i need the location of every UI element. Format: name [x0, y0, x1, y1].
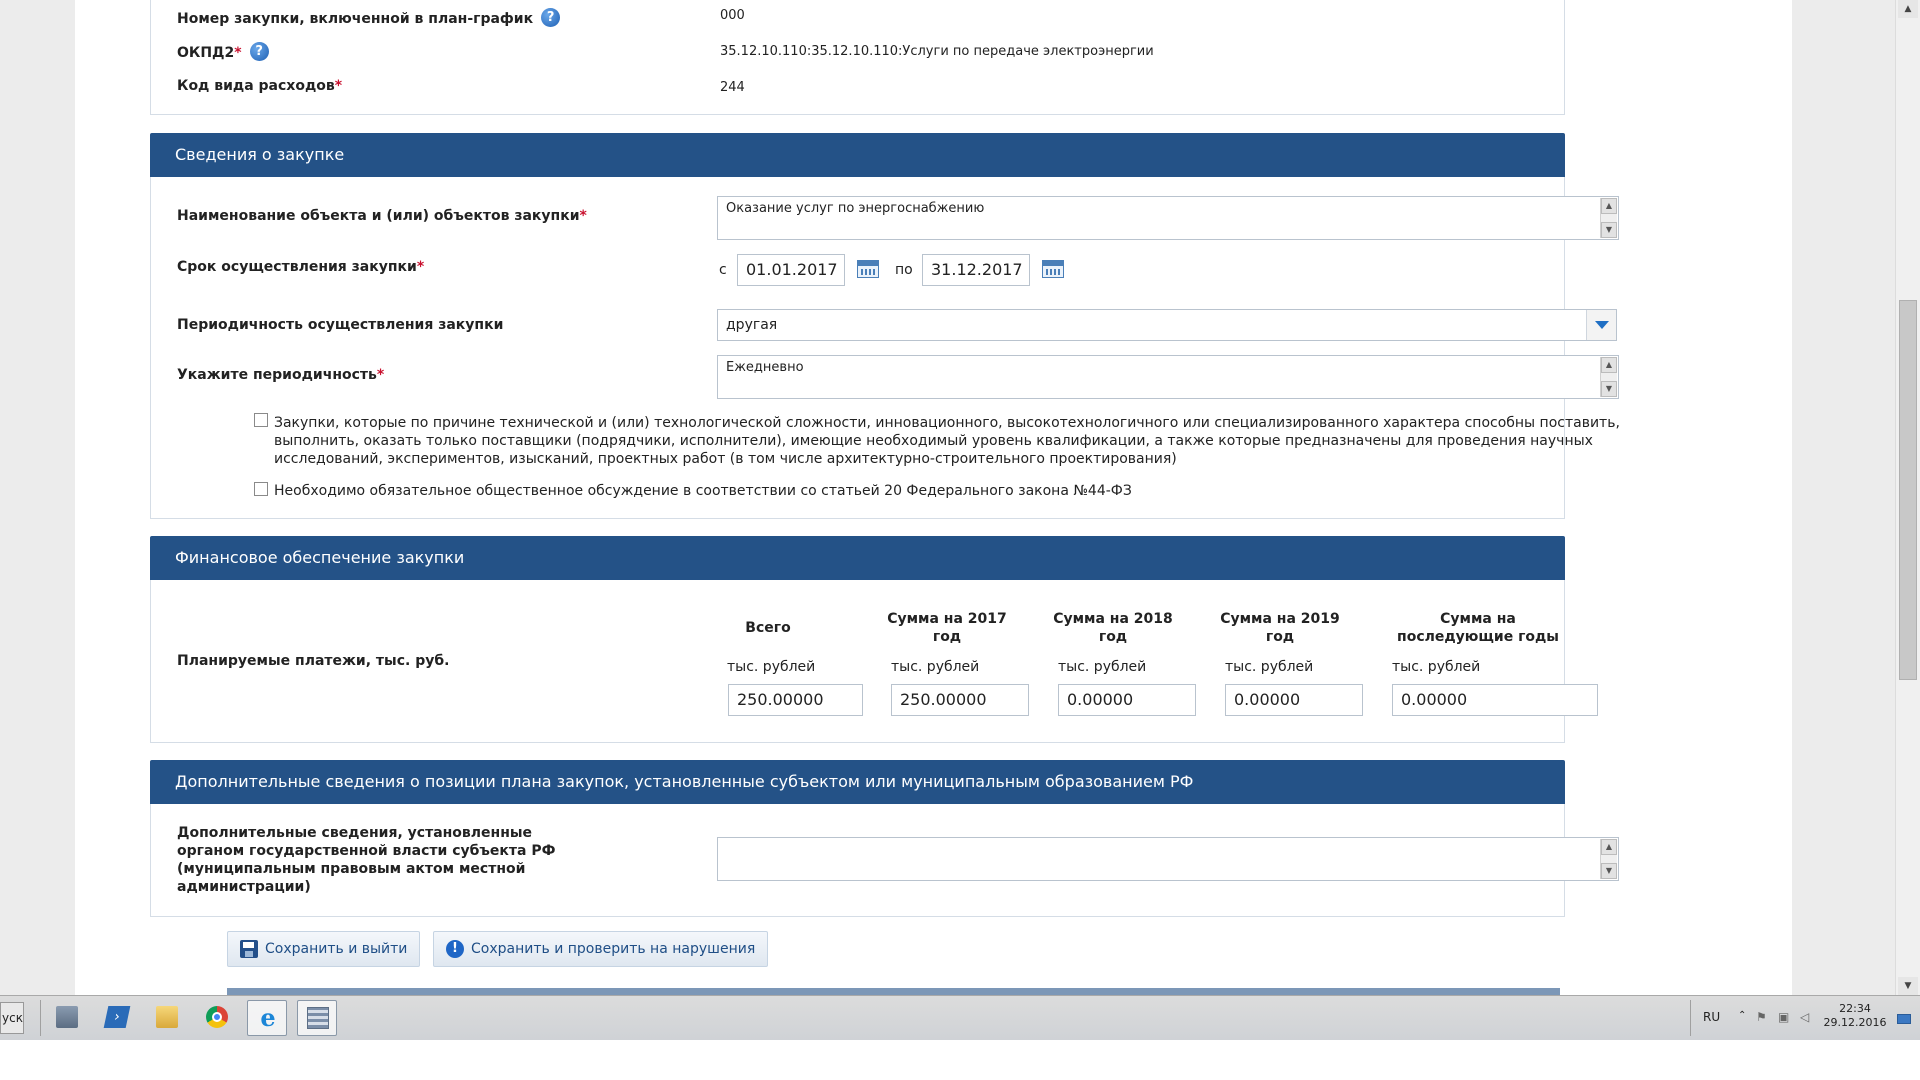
scroll-down-icon[interactable]: ▼ — [1898, 977, 1918, 995]
help-icon[interactable]: ? — [250, 42, 269, 61]
column-header-2018: Сумма на 2018 год — [1053, 611, 1173, 645]
taskbar — [0, 995, 1920, 1040]
save-exit-label: Сохранить и выйти — [265, 941, 408, 957]
ie-glyph: e — [260, 1003, 276, 1032]
internet-explorer-icon[interactable] — [247, 1000, 287, 1036]
public-discussion-text: Необходимо обязательное общественное обсуждение в соответствии со статьей 20 Федерального закона №44-ФЗ — [274, 483, 1132, 499]
unit-label: тыс. рублей — [1058, 659, 1147, 675]
save-exit-button[interactable] — [227, 931, 420, 967]
powershell-icon[interactable] — [97, 1000, 137, 1036]
unit-label: тыс. рублей — [727, 659, 816, 675]
clock-date: 29.12.2016 — [1823, 1016, 1887, 1029]
amount-2018-input[interactable]: 0.00000 — [1058, 684, 1196, 716]
file-explorer-icon[interactable] — [147, 1000, 187, 1036]
volume-icon[interactable]: ◁ — [1800, 1010, 1810, 1024]
complex-purchase-text: Закупки, которые по причине технической и (или) технологической сложности, инновационного, высокотехнологичного или специализированного характера способны поставить, выполнить, оказать только поставщики (подрядчики, исполнители), имеющие необходимый уровень квалификации, а также которые предназначены для проведения научных исследований, экспериментов, изысканий, проектных работ (в том числе архитектурно-строительного проектирования) — [274, 415, 1620, 467]
column-header-total: Всего — [745, 620, 791, 636]
chrome-glyph — [206, 1006, 228, 1028]
save-check-label: Сохранить и проверить на нарушения — [471, 941, 756, 957]
page-gutter-right — [1792, 0, 1895, 995]
save-check-button[interactable] — [433, 931, 768, 967]
plan-number-value: 000 — [720, 8, 745, 23]
specify-periodicity-label: Укажите периодичность* — [177, 367, 385, 383]
object-name-text: Оказание услуг по энергоснабжению — [726, 201, 985, 216]
show-desktop-icon[interactable] — [1897, 1014, 1911, 1024]
start-button[interactable]: уск — [0, 1002, 24, 1034]
okpd2-label: ОКПД2* ? — [177, 42, 269, 61]
scroll-up-icon[interactable]: ▲ — [1601, 357, 1617, 373]
powershell-glyph: › — [104, 1006, 131, 1028]
clock-time: 22:34 — [1839, 1002, 1871, 1015]
expense-code-value: 244 — [720, 80, 745, 95]
amount-2019-input[interactable]: 0.00000 — [1225, 684, 1363, 716]
period-label: Срок осуществления закупки* — [177, 259, 425, 275]
plan-number-label: Номер закупки, включенной в план-график ? — [177, 8, 560, 27]
specify-periodicity-textarea[interactable] — [717, 355, 1619, 399]
purchase-info-header: Сведения о закупке — [150, 133, 1565, 177]
period-to-input[interactable]: 31.12.2017 — [922, 254, 1030, 286]
chevron-down-icon[interactable] — [1586, 310, 1616, 340]
page-gutter-left — [0, 0, 75, 995]
server-manager-icon[interactable] — [47, 1000, 87, 1036]
period-to-prefix: по — [895, 262, 913, 278]
taskbar-separator — [40, 1000, 41, 1036]
exclamation-icon: ! — [446, 940, 464, 958]
next-section-edge — [227, 988, 1560, 995]
scroll-up-icon[interactable]: ▲ — [1898, 0, 1918, 18]
textarea-scrollbar[interactable] — [1600, 357, 1617, 397]
taskbar-separator — [1690, 1000, 1691, 1036]
folder-glyph — [156, 1006, 178, 1028]
network-icon[interactable]: ▣ — [1778, 1010, 1790, 1024]
complex-purchase-checkbox[interactable] — [254, 413, 268, 427]
unit-label: тыс. рублей — [891, 659, 980, 675]
finance-header: Финансовое обеспечение закупки — [150, 536, 1565, 580]
additional-info-textarea[interactable] — [717, 837, 1619, 881]
additional-info-label: Дополнительные сведения, установленные органом государственной власти субъекта РФ (муниципальным правовым актом местной администрации) — [177, 825, 556, 895]
period-from-prefix: с — [719, 262, 727, 278]
save-icon — [240, 940, 258, 958]
periodicity-select[interactable] — [717, 309, 1617, 341]
chrome-icon[interactable] — [197, 1000, 237, 1036]
calculator-icon[interactable] — [297, 1000, 337, 1036]
scroll-down-icon[interactable]: ▼ — [1601, 222, 1617, 238]
scrollbar-thumb[interactable] — [1899, 300, 1917, 680]
periodicity-label: Периодичность осуществления закупки — [177, 317, 504, 333]
object-name-textarea[interactable] — [717, 196, 1619, 240]
calendar-icon[interactable] — [857, 260, 879, 278]
amount-later-input[interactable]: 0.00000 — [1392, 684, 1598, 716]
window-scrollbar[interactable] — [1895, 0, 1920, 995]
specify-periodicity-text: Ежедневно — [726, 360, 804, 375]
scroll-down-icon[interactable]: ▼ — [1601, 381, 1617, 397]
object-name-label: Наименование объекта и (или) объектов закупки* — [177, 208, 587, 224]
unit-label: тыс. рублей — [1392, 659, 1481, 675]
additional-info-header: Дополнительные сведения о позиции плана закупок, установленные субъектом или муниципальным образованием РФ — [150, 760, 1565, 804]
expense-code-label: Код вида расходов* — [177, 78, 343, 94]
scroll-down-icon[interactable]: ▼ — [1601, 863, 1617, 879]
column-header-later: Сумма на последующие годы — [1397, 611, 1559, 645]
column-header-2019: Сумма на 2019 год — [1220, 611, 1340, 645]
public-discussion-checkbox[interactable] — [254, 482, 268, 496]
planned-payments-label: Планируемые платежи, тыс. руб. — [177, 653, 450, 669]
column-header-2017: Сумма на 2017 год — [887, 611, 1007, 645]
unit-label: тыс. рублей — [1225, 659, 1314, 675]
okpd2-value: 35.12.10.110:35.12.10.110:Услуги по передаче электроэнергии — [720, 44, 1154, 59]
action-center-icon[interactable]: ⚑ — [1756, 1010, 1767, 1024]
scroll-up-icon[interactable]: ▲ — [1601, 198, 1617, 214]
show-hidden-icons-icon[interactable]: ⌃ — [1738, 1010, 1747, 1021]
amount-2017-input[interactable]: 250.00000 — [891, 684, 1029, 716]
calculator-glyph — [307, 1007, 329, 1029]
language-indicator[interactable]: RU — [1703, 1010, 1721, 1024]
calendar-icon[interactable] — [1042, 260, 1064, 278]
textarea-scrollbar[interactable] — [1600, 198, 1617, 238]
server-manager-glyph — [56, 1006, 78, 1028]
period-from-input[interactable]: 01.01.2017 — [737, 254, 845, 286]
amount-total-input[interactable]: 250.00000 — [728, 684, 863, 716]
periodicity-selected-value: другая — [726, 317, 778, 333]
textarea-scrollbar[interactable] — [1600, 839, 1617, 879]
clock[interactable] — [1820, 1002, 1890, 1030]
scroll-up-icon[interactable]: ▲ — [1601, 839, 1617, 855]
help-icon[interactable]: ? — [541, 8, 560, 27]
